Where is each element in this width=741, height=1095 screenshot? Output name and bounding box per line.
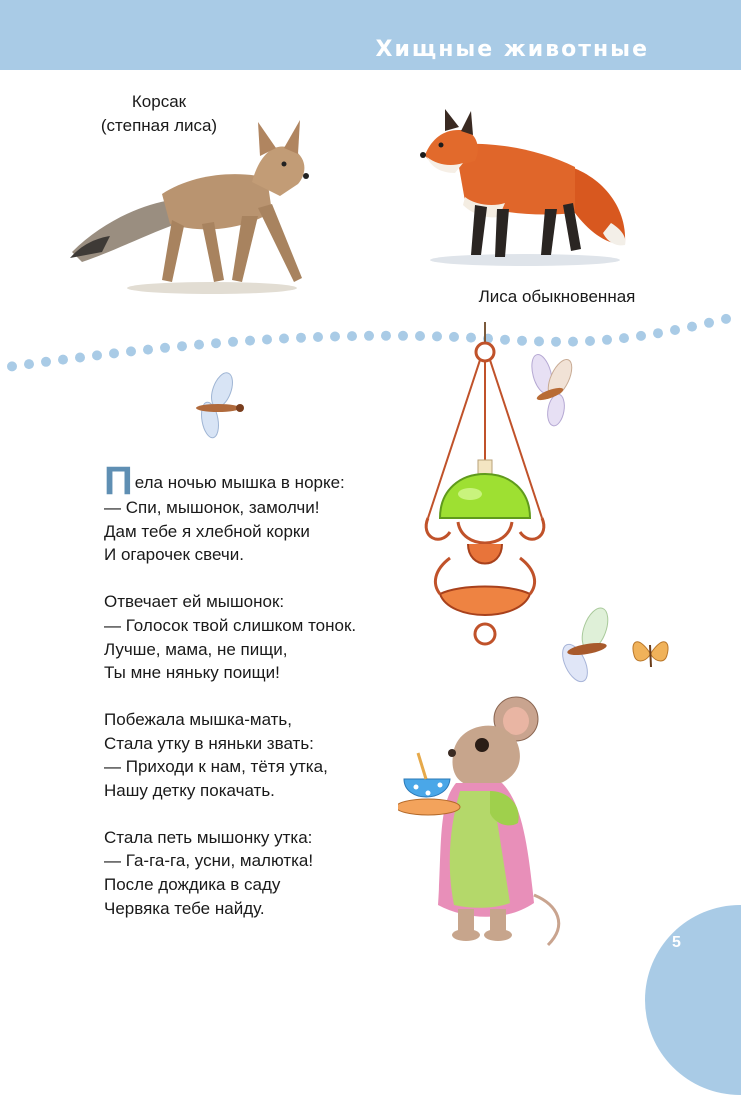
poem-line: Нашу детку покачать.	[104, 781, 275, 801]
divider-dot	[7, 361, 17, 371]
divider-dot	[347, 331, 357, 341]
divider-dot	[211, 338, 221, 348]
poem-line: И огарочек свечи.	[104, 545, 244, 565]
poem-line: — Спи, мышонок, замолчи!	[104, 498, 320, 517]
divider-dot	[585, 336, 595, 346]
poem-line: После дождика в саду	[104, 875, 281, 895]
divider-dot	[704, 318, 714, 328]
divider-dot	[92, 350, 102, 360]
divider-dot	[364, 331, 374, 341]
divider-dot	[160, 343, 170, 353]
insect-illustration-3	[555, 605, 620, 690]
divider-dot	[228, 337, 238, 347]
poem-stanza-3	[104, 708, 434, 803]
poem-line: — Голосок твой слишком тонок.	[104, 615, 357, 635]
section-title: Хищные животные	[375, 37, 649, 62]
korsak-name: Корсак	[131, 92, 187, 111]
poem-stanza-4	[104, 826, 434, 921]
korsak-illustration	[62, 112, 312, 302]
poem-line: — Га-га-га, усни, малютка!	[104, 851, 314, 871]
korsak-subtitle: (степная лиса)	[100, 116, 218, 135]
drop-cap: П	[104, 459, 133, 503]
poem	[104, 459, 434, 944]
divider-dot	[721, 314, 731, 324]
poem-line-text: ела ночью мышка в норке:	[134, 473, 345, 492]
divider-dot	[262, 335, 272, 345]
divider-dot	[330, 332, 340, 342]
poem-line: Отвечает ей мышонок:	[104, 592, 285, 612]
poem-line: Стала петь мышонку утка:	[104, 827, 313, 847]
divider-dot	[398, 331, 408, 341]
poem-line: Лучше, мама, не пищи,	[104, 639, 288, 659]
divider-dot	[109, 348, 119, 358]
divider-dot	[194, 340, 204, 350]
insect-illustration-1	[188, 372, 248, 442]
poem-line: Червяка тебе найду.	[104, 898, 265, 918]
poem-line: Стала утку в няньки звать:	[104, 733, 314, 753]
divider-dot	[636, 331, 646, 341]
divider-dot	[602, 335, 612, 345]
divider-dot	[58, 355, 68, 365]
dotted-divider	[0, 300, 741, 390]
divider-dot	[41, 357, 51, 367]
divider-dot	[619, 333, 629, 343]
divider-dot	[279, 334, 289, 344]
divider-dot	[296, 333, 306, 343]
poem-stanza-2	[104, 590, 434, 685]
poem-line	[104, 459, 434, 503]
divider-dot	[75, 353, 85, 363]
divider-dot	[568, 337, 578, 347]
divider-dot	[313, 332, 323, 342]
divider-dot	[670, 325, 680, 335]
divider-dot	[653, 328, 663, 338]
page-corner-decoration	[645, 905, 741, 1095]
divider-dot	[245, 336, 255, 346]
red-fox-caption: Лиса обыкновенная	[478, 287, 636, 306]
poem-line: Дам тебе я хлебной корки	[104, 521, 310, 541]
divider-dot	[24, 359, 34, 369]
poem-stanza-1	[104, 459, 434, 567]
poem-line: Побежала мышка-мать,	[104, 709, 293, 729]
red-fox-illustration	[415, 105, 630, 270]
page-number: 5	[672, 934, 681, 951]
divider-dot	[177, 341, 187, 351]
butterfly-illustration	[628, 633, 673, 675]
divider-dot	[126, 346, 136, 356]
divider-dot	[143, 345, 153, 355]
poem-line: — Приходи к нам, тётя утка,	[104, 757, 328, 777]
insect-illustration-2	[520, 352, 580, 432]
poem-line: Ты мне няньку поищи!	[104, 663, 280, 683]
divider-dot	[381, 331, 391, 341]
divider-dot	[687, 322, 697, 332]
